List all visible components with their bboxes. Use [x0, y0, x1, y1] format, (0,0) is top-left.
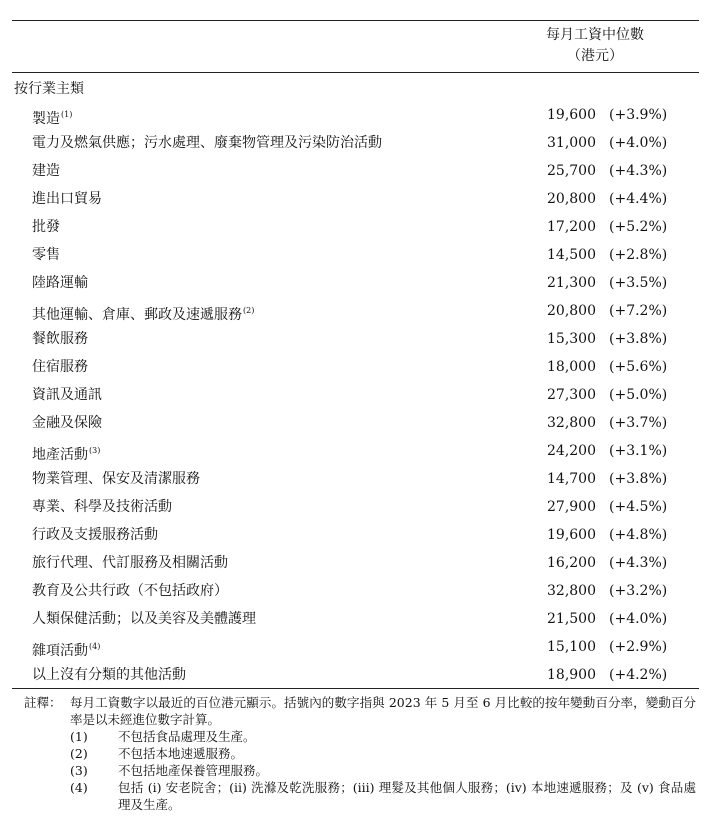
- footnote-marker: (1): [61, 110, 73, 119]
- industry-label: 餐飲服務: [32, 331, 88, 347]
- median-wage-value: 32,800: [547, 415, 596, 431]
- table-row: [0, 241, 724, 269]
- industry-name: [32, 241, 60, 269]
- industry-name: [32, 325, 88, 353]
- industry-name: [32, 521, 158, 549]
- footnote-marker: (2): [243, 306, 255, 315]
- notes-intro: 每月工資數字以最近的百位港元顯示。括號內的數字指與 2023 年 5 月至 6 月比較的按年變動百分率，變動百分率是以未經進位數字計算。: [70, 695, 696, 727]
- industry-label: 專業、科學及技術活動: [32, 499, 172, 515]
- industry-label: 旅行代理、代訂服務及相關活動: [32, 555, 228, 571]
- table-row: [0, 493, 724, 521]
- median-wage-value: 19,600: [547, 107, 596, 123]
- industry-name: [32, 269, 88, 297]
- yoy-change: (+3.1%): [609, 443, 668, 459]
- industry-label: 進出口貿易: [32, 191, 102, 207]
- industry-name: [32, 661, 186, 689]
- table-row: [0, 157, 724, 185]
- yoy-change: (+4.8%): [609, 527, 668, 543]
- industry-label: 金融及保險: [32, 415, 102, 431]
- yoy-change: (+7.2%): [609, 303, 668, 319]
- table-row: [0, 269, 724, 297]
- table-row: [0, 661, 724, 689]
- industry-name: [32, 409, 102, 437]
- yoy-change: (+4.5%): [609, 499, 668, 515]
- footnote-number: (1): [70, 729, 88, 744]
- column-title: 每月工資中位數: [546, 27, 644, 43]
- industry-label: 建造: [32, 163, 60, 179]
- median-wage-value: 21,300: [547, 275, 596, 291]
- median-wage-value: 16,200: [547, 555, 596, 571]
- industry-label: 陸路運輸: [32, 275, 88, 291]
- industry-label: 以上沒有分類的其他活動: [32, 667, 186, 683]
- median-wage-value: 15,300: [547, 331, 596, 347]
- industry-name: [32, 157, 60, 185]
- median-wage-value: 20,800: [547, 191, 596, 207]
- median-wage-value: 25,700: [547, 163, 596, 179]
- table-row: [0, 381, 724, 409]
- table-row: [0, 353, 724, 381]
- table-row: [0, 325, 724, 353]
- median-wage-value: 32,800: [547, 583, 596, 599]
- table-row: [0, 549, 724, 577]
- yoy-change: (+4.0%): [609, 611, 668, 627]
- footnote-number: (2): [70, 746, 88, 761]
- yoy-change: (+3.8%): [609, 331, 668, 347]
- table-row: [0, 129, 724, 157]
- table-row: [0, 297, 724, 325]
- footnote-text: 不包括本地速遞服務。: [118, 746, 244, 761]
- footnote-text: 包括 (i) 安老院舍；(ii) 洗滌及乾洗服務；(iii) 理髮及其他個人服務；(iv) 本地速遞服務；及 (v) 食品處理及生產。: [118, 780, 696, 812]
- yoy-change: (+4.4%): [609, 191, 668, 207]
- industry-name: [32, 577, 228, 605]
- industry-name: [32, 605, 256, 633]
- table-row: [0, 465, 724, 493]
- yoy-change: (+4.3%): [609, 163, 668, 179]
- median-wage-value: 27,300: [547, 387, 596, 403]
- table-row: [0, 409, 724, 437]
- industry-label: 批發: [32, 219, 60, 235]
- yoy-change: (+2.8%): [609, 247, 668, 263]
- industry-label: 雜項活動: [32, 643, 88, 659]
- industry-label: 行政及支援服務活動: [32, 527, 158, 543]
- median-wage-value: 31,000: [547, 135, 596, 151]
- table-row: [0, 437, 724, 465]
- industry-label: 其他運輸、倉庫、郵政及速遞服務: [32, 307, 242, 323]
- footnote-text: 不包括食品處理及生產。: [118, 729, 256, 744]
- footnote-marker: (3): [89, 446, 101, 455]
- industry-name: [32, 549, 228, 577]
- table-row: [0, 213, 724, 241]
- yoy-change: (+5.0%): [609, 387, 668, 403]
- yoy-change: (+4.2%): [609, 667, 668, 683]
- median-wage-value: 17,200: [547, 219, 596, 235]
- section-title: 按行業主類: [14, 81, 84, 97]
- yoy-change: (+4.3%): [609, 555, 668, 571]
- median-wage-value: 19,600: [547, 527, 596, 543]
- median-wage-value: 24,200: [547, 443, 596, 459]
- bottom-rule: [12, 688, 699, 689]
- median-wage-value: 15,100: [547, 639, 596, 655]
- notes-label: 註釋：: [24, 695, 62, 710]
- industry-name: [32, 213, 60, 241]
- industry-label: 人類保健活動；以及美容及美體護理: [32, 611, 256, 627]
- median-wage-value: 20,800: [547, 303, 596, 319]
- yoy-change: (+4.0%): [609, 135, 668, 151]
- industry-label: 零售: [32, 247, 60, 263]
- table-row: [0, 521, 724, 549]
- footnote-marker: (4): [89, 642, 101, 651]
- yoy-change: (+3.2%): [609, 583, 668, 599]
- median-wage-value: 14,700: [547, 471, 596, 487]
- yoy-change: (+3.9%): [609, 107, 668, 123]
- table-row: [0, 605, 724, 633]
- table-row: [0, 633, 724, 661]
- industry-label: 教育及公共行政（不包括政府）: [32, 583, 228, 599]
- column-unit: （港元）: [567, 48, 623, 64]
- yoy-change: (+2.9%): [609, 639, 668, 655]
- table-row: [0, 101, 724, 129]
- median-wage-value: 27,900: [547, 499, 596, 515]
- industry-label: 製造: [32, 111, 60, 127]
- yoy-change: (+3.8%): [609, 471, 668, 487]
- industry-name: [32, 465, 200, 493]
- industry-label: 地產活動: [32, 447, 88, 463]
- industry-label: 物業管理、保安及清潔服務: [32, 471, 200, 487]
- yoy-change: (+5.6%): [609, 359, 668, 375]
- industry-name: [32, 185, 102, 213]
- median-wage-value: 18,000: [547, 359, 596, 375]
- footnote-text: 不包括地產保養管理服務。: [118, 763, 269, 778]
- table-row: [0, 577, 724, 605]
- industry-name: [32, 129, 382, 157]
- median-wage-value: 14,500: [547, 247, 596, 263]
- yoy-change: (+3.5%): [609, 275, 668, 291]
- header-rule: [12, 72, 699, 73]
- industry-name: [32, 493, 172, 521]
- median-wage-value: 21,500: [547, 611, 596, 627]
- yoy-change: (+3.7%): [609, 415, 668, 431]
- yoy-change: (+5.2%): [609, 219, 668, 235]
- median-wage-value: 18,900: [547, 667, 596, 683]
- top-rule: [12, 20, 699, 21]
- table-row: [0, 185, 724, 213]
- industry-name: [32, 353, 88, 381]
- industry-label: 電力及燃氣供應；污水處理、廢棄物管理及污染防治活動: [32, 135, 382, 151]
- industry-label: 資訊及通訊: [32, 387, 102, 403]
- wage-table: [0, 101, 724, 689]
- footnote-number: (3): [70, 763, 88, 778]
- industry-name: [32, 381, 102, 409]
- industry-label: 住宿服務: [32, 359, 88, 375]
- footnote-number: (4): [70, 780, 88, 795]
